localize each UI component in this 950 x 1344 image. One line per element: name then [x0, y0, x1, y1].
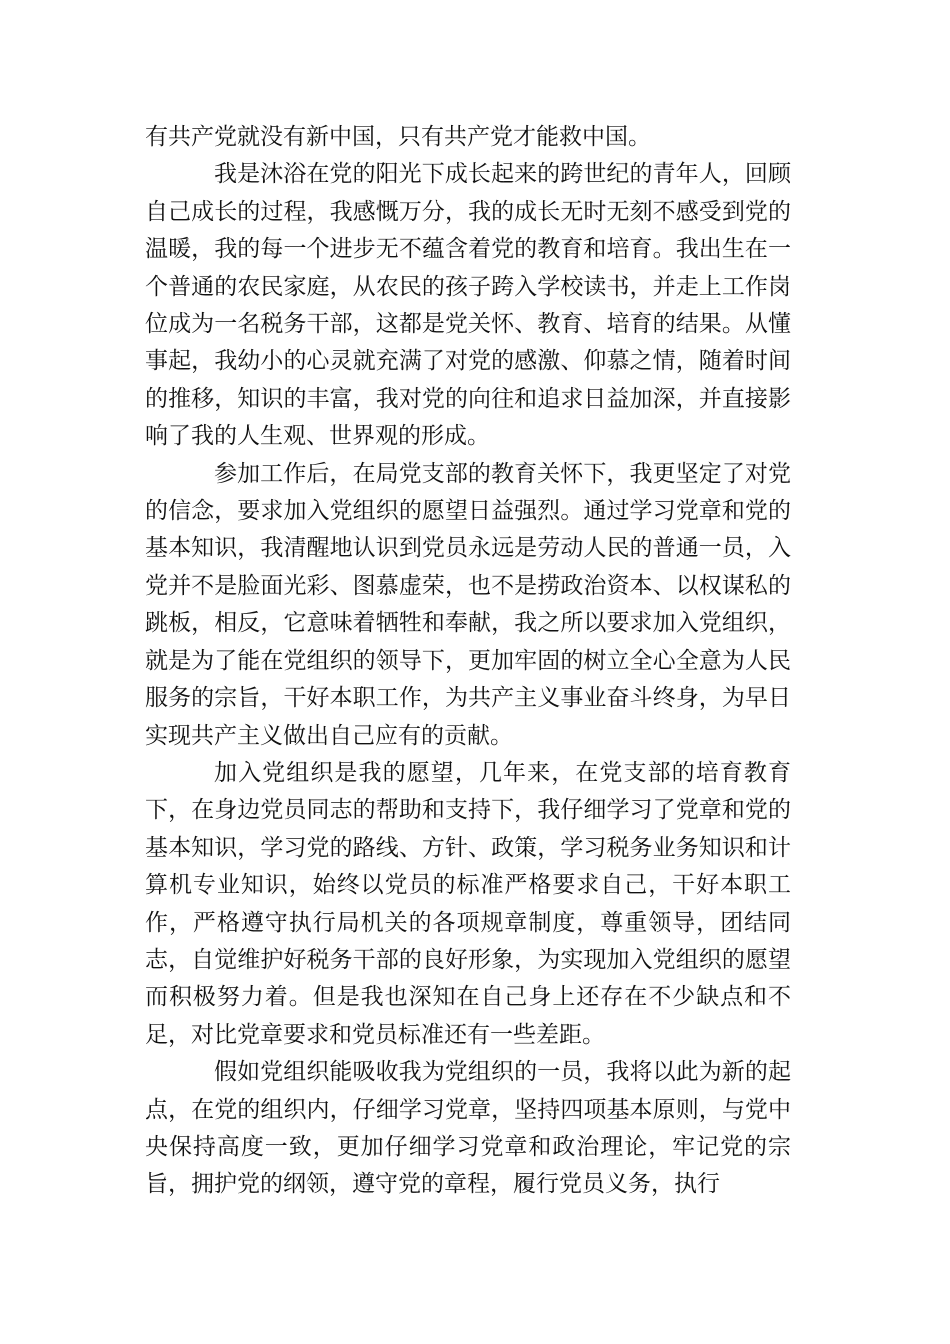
- document-body: [145, 119, 791, 1204]
- paragraph-3: 参加工作后，在局党支部的教育关怀下，我更坚定了对党的信念，要求加入党组织的愿望日益强烈。通过学习党章和党的基本知识，我清醒地认识到党员永远是劳动人民的普通一员，入党并不是脸面光彩、图慕虚荣，也不是捞政治资本、以权谋私的跳板，相反，它意味着牺牲和奉献，我之所以要求加入党组织，就是为了能在党组织的领导下，更加牢固的树立全心全意为人民服务的宗旨，干好本职工作，为共产主义事业奋斗终身，为早日实现共产主义做出自己应有的贡献。: [145, 460, 791, 749]
- paragraph-5: 假如党组织能吸收我为党组织的一员，我将以此为新的起点，在党的组织内，仔细学习党章，坚持四项基本原则，与党中央保持高度一致，更加仔细学习党章和政治理论，牢记党的宗旨，拥护党的纲领，遵守党的章程，履行党员义务，执行: [145, 1059, 791, 1198]
- paragraph-1: 有共产党就没有新中国，只有共产党才能救中国。: [145, 124, 651, 150]
- paragraph-4: 加入党组织是我的愿望，几年来，在党支部的培育教育下，在身边党员同志的帮助和支持下，我仔细学习了党章和党的基本知识，学习党的路线、方针、政策，学习税务业务知识和计算机专业知识，始终以党员的标准严格要求自己，干好本职工作，严格遵守执行局机关的各项规章制度，尊重领导，团结同志，自觉维护好税务干部的良好形象，为实现加入党组织的愿望而积极努力着。但是我也深知在自己身上还存在不少缺点和不足，对比党章要求和党员标准还有一些差距。: [145, 759, 791, 1048]
- paragraph-2: 我是沐浴在党的阳光下成长起来的跨世纪的青年人，回顾自己成长的过程，我感慨万分，我的成长无时无刻不感受到党的温暖，我的每一个进步无不蕴含着党的教育和培育。我出生在一个普通的农民家庭，从农民的孩子跨入学校读书，并走上工作岗位成为一名税务干部，这都是党关怀、教育、培育的结果。从懂事起，我幼小的心灵就充满了对党的感激、仰慕之情，随着时间的推移，知识的丰富，我对党的向往和追求日益加深，并直接影响了我的人生观、世界观的形成。: [145, 161, 791, 450]
